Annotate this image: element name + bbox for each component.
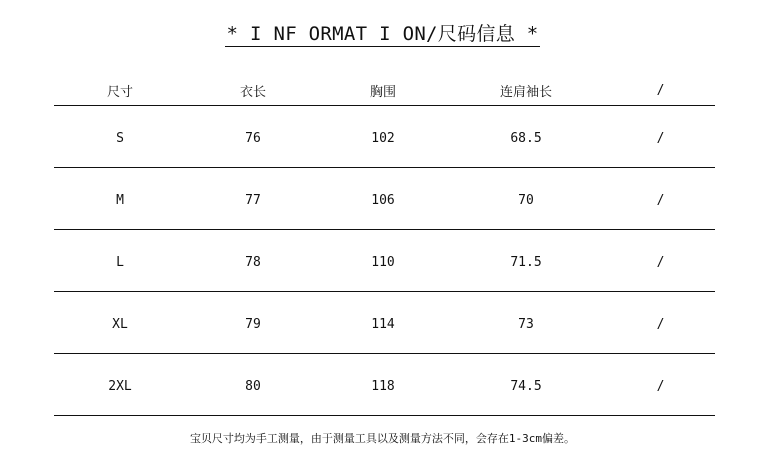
cell-chest: 118	[320, 354, 446, 416]
cell-slash: /	[606, 168, 715, 230]
cell-size: S	[54, 106, 186, 168]
header-size: 尺寸	[54, 76, 186, 106]
cell-length: 77	[186, 168, 320, 230]
table-row	[54, 168, 715, 230]
table-row	[54, 292, 715, 354]
cell-size: M	[54, 168, 186, 230]
cell-slash: /	[606, 292, 715, 354]
cell-slash: /	[606, 354, 715, 416]
cell-length: 78	[186, 230, 320, 292]
cell-chest: 106	[320, 168, 446, 230]
cell-size: XL	[54, 292, 186, 354]
cell-sleeve: 68.5	[446, 106, 606, 168]
cell-length: 79	[186, 292, 320, 354]
cell-sleeve: 73	[446, 292, 606, 354]
cell-chest: 102	[320, 106, 446, 168]
cell-size: 2XL	[54, 354, 186, 416]
size-info-title	[0, 20, 765, 48]
table-row	[54, 354, 715, 416]
cell-length: 80	[186, 354, 320, 416]
cell-length: 76	[186, 106, 320, 168]
cell-sleeve: 70	[446, 168, 606, 230]
cell-sleeve: 74.5	[446, 354, 606, 416]
measurement-note: 宝贝尺寸均为手工测量，由于测量工具以及测量方法不同，会存在1-3cm偏差。	[189, 432, 576, 445]
size-chart-table	[54, 76, 715, 416]
table-row	[54, 230, 715, 292]
header-slash: /	[606, 76, 715, 106]
size-info-title-text: * I NF ORMAT I ON/尺码信息 *	[226, 23, 539, 45]
cell-sleeve: 71.5	[446, 230, 606, 292]
header-chest: 胸围	[320, 76, 446, 106]
header-sleeve: 连肩袖长	[446, 76, 606, 106]
cell-slash: /	[606, 230, 715, 292]
cell-size: L	[54, 230, 186, 292]
header-length: 衣长	[186, 76, 320, 106]
table-row	[54, 106, 715, 168]
cell-chest: 114	[320, 292, 446, 354]
cell-chest: 110	[320, 230, 446, 292]
cell-slash: /	[606, 106, 715, 168]
table-header-row	[54, 76, 715, 106]
